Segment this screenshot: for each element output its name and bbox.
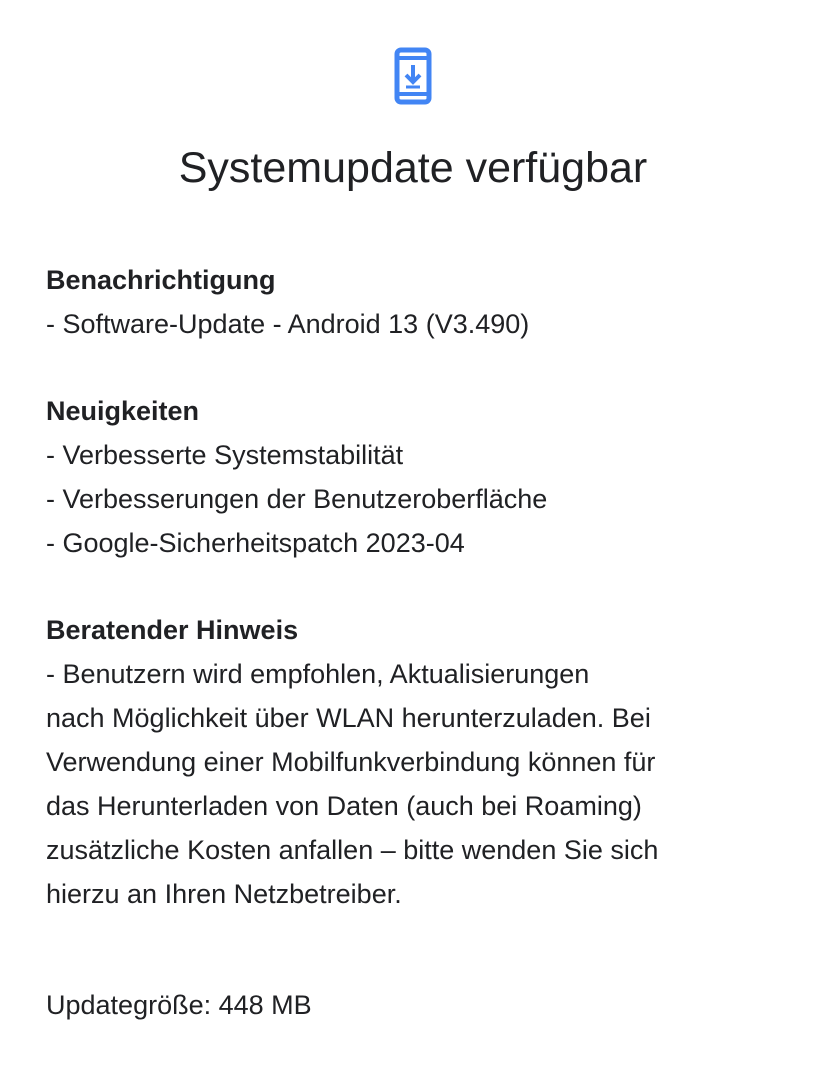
system-update-icon — [394, 47, 432, 105]
advisory-line: nach Möglichkeit über WLAN herunterzuladen. Bei — [46, 703, 651, 733]
news-section — [46, 389, 786, 565]
update-size-text: Updategröße: 448 MB — [46, 990, 312, 1020]
notification-heading: Benachrichtigung — [46, 265, 276, 295]
news-line: - Verbesserte Systemstabilität — [46, 440, 404, 470]
update-details — [46, 258, 786, 916]
notification-line: - Software-Update - Android 13 (V3.490) — [46, 309, 530, 339]
advisory-line: das Herunterladen von Daten (auch bei Roaming) — [46, 791, 642, 821]
notification-section — [46, 258, 786, 346]
advisory-line: hierzu an Ihren Netzbetreiber. — [46, 879, 402, 909]
advisory-section — [46, 608, 786, 916]
page-title: Systemupdate verfügbar — [178, 144, 648, 192]
advisory-line: Verwendung einer Mobilfunkverbindung können für — [46, 747, 656, 777]
news-line: - Google-Sicherheitspatch 2023-04 — [46, 528, 465, 558]
advisory-line: zusätzliche Kosten anfallen – bitte wenden Sie sich — [46, 835, 659, 865]
advisory-heading: Beratender Hinweis — [46, 615, 299, 645]
news-line: - Verbesserungen der Benutzeroberfläche — [46, 484, 548, 514]
advisory-line: - Benutzern wird empfohlen, Aktualisierungen — [46, 659, 590, 689]
news-heading: Neuigkeiten — [46, 396, 200, 426]
